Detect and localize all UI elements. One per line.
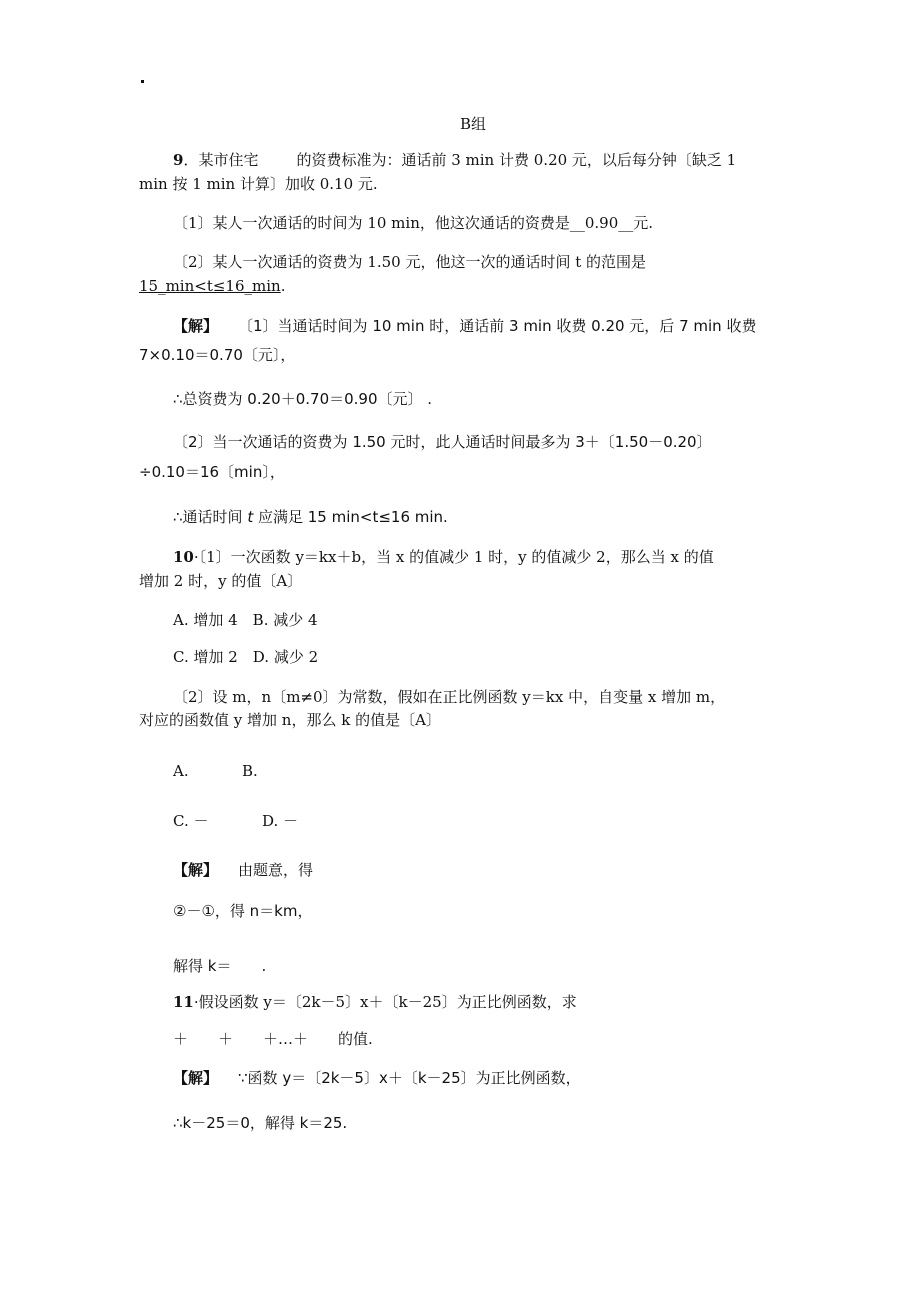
q9-part1-answer: __0.90__ [569, 214, 634, 232]
q9-stem-a: ．某市住宅 [183, 151, 259, 169]
q10-options-ab: A. 增加 4 B. 减少 4 [173, 611, 318, 629]
q9-sol2-c [173, 508, 448, 526]
q9-part2-answer-line [139, 277, 285, 295]
q9-stem-line1 [173, 151, 736, 169]
q9-sol2-c-t: t [247, 508, 254, 526]
q9-sol1-b: 7×0.10＝0.70〔元〕， [139, 346, 296, 364]
q11-solution-line1 [173, 1069, 581, 1087]
q9-part1 [173, 214, 653, 232]
q9-sol2-b: ÷0.10＝16〔min〕， [139, 463, 285, 481]
q10-option2-d: D. － [262, 812, 299, 830]
q10-option2-c: C. － [173, 812, 209, 830]
q9-sol2-a: 〔2〕当一次通话的资费为 1.50 元时，此人通话时间最多为 3＋〔1.50－0.20〕 [173, 433, 712, 451]
q10-sol-b: ②－①，得 n＝km， [173, 902, 313, 920]
q9-part1-text: 〔1〕某人一次通话的时间为 10 min，他这次通话的资费是 [173, 214, 570, 232]
q10-number: 10 [173, 548, 194, 566]
q11-number: 11 [173, 993, 194, 1011]
q9-part2: 〔2〕某人一次通话的资费为 1.50 元，他这一次的通话时间 t 的范围是 [173, 253, 647, 271]
q9-stem-line2: min 按 1 min 计算〕加收 0.10 元. [139, 175, 378, 193]
q10-sol-c: 解得 k＝ . [173, 957, 267, 975]
q10-part1-line1 [173, 548, 714, 566]
q9-sol1-a: 〔1〕当通话时间为 10 min 时，通话前 3 min 收费 0.20 元，后 7 min 收费 [238, 317, 757, 335]
group-title: B组 [460, 115, 487, 133]
q9-solution-line1 [173, 317, 756, 335]
q10-sol-a: 由题意，得 [238, 861, 314, 879]
q10-solution-label: 【解】 [173, 861, 219, 879]
q11-stem [173, 993, 577, 1011]
q11-solution-label: 【解】 [173, 1069, 219, 1087]
q11-sol-a: ∵函数 y＝〔2k－5〕x＋〔k－25〕为正比例函数， [238, 1069, 581, 1087]
stray-dot [141, 80, 144, 83]
q10-options-cd: C. 增加 2 D. 减少 2 [173, 648, 319, 666]
q9-number: 9 [173, 151, 184, 169]
q9-solution-label: 【解】 [173, 317, 219, 335]
q10-solution-line1 [173, 861, 313, 879]
q10-p1-b: 增加 2 时，y 的值〔A〕 [139, 572, 303, 590]
q10-p2-b: 对应的函数值 y 增加 n，那么 k 的值是〔A〕 [139, 711, 441, 729]
q11-sol-b: ∴k－25＝0，解得 k＝25. [173, 1114, 348, 1132]
q9-part2-answer: 15_min<t≤16_min [139, 277, 281, 295]
q10-option2-b: B. [242, 762, 258, 780]
q9-sol1-c: ∴总资费为 0.20＋0.70＝0.90〔元〕 . [173, 390, 433, 408]
q9-sol2-c-pre: ∴通话时间 [173, 508, 248, 526]
q10-p1-a: ·〔1〕一次函数 y＝kx＋b，当 x 的值减少 1 时，y 的值减少 2，那么当 x 的值 [193, 548, 714, 566]
q11-stem-text: ·假设函数 y＝〔2k－5〕x＋〔k－25〕为正比例函数，求 [193, 993, 577, 1011]
q10-option2-a: A. [173, 762, 189, 780]
q9-stem-b: 的资费标准为：通话前 3 min 计费 0.20 元，以后每分钟〔缺乏 1 [296, 151, 737, 169]
q9-part1-unit: 元. [633, 214, 654, 232]
q9-sol2-c-post: 应满足 15 min<t≤16 min. [253, 508, 448, 526]
q10-p2-a: 〔2〕设 m，n〔m≠0〕为常数，假如在正比例函数 y＝kx 中，自变量 x 增加 m， [173, 688, 726, 706]
q11-expression: ＋ ＋ ＋…＋ 的值. [173, 1030, 373, 1048]
q9-part2-end: . [280, 277, 286, 295]
